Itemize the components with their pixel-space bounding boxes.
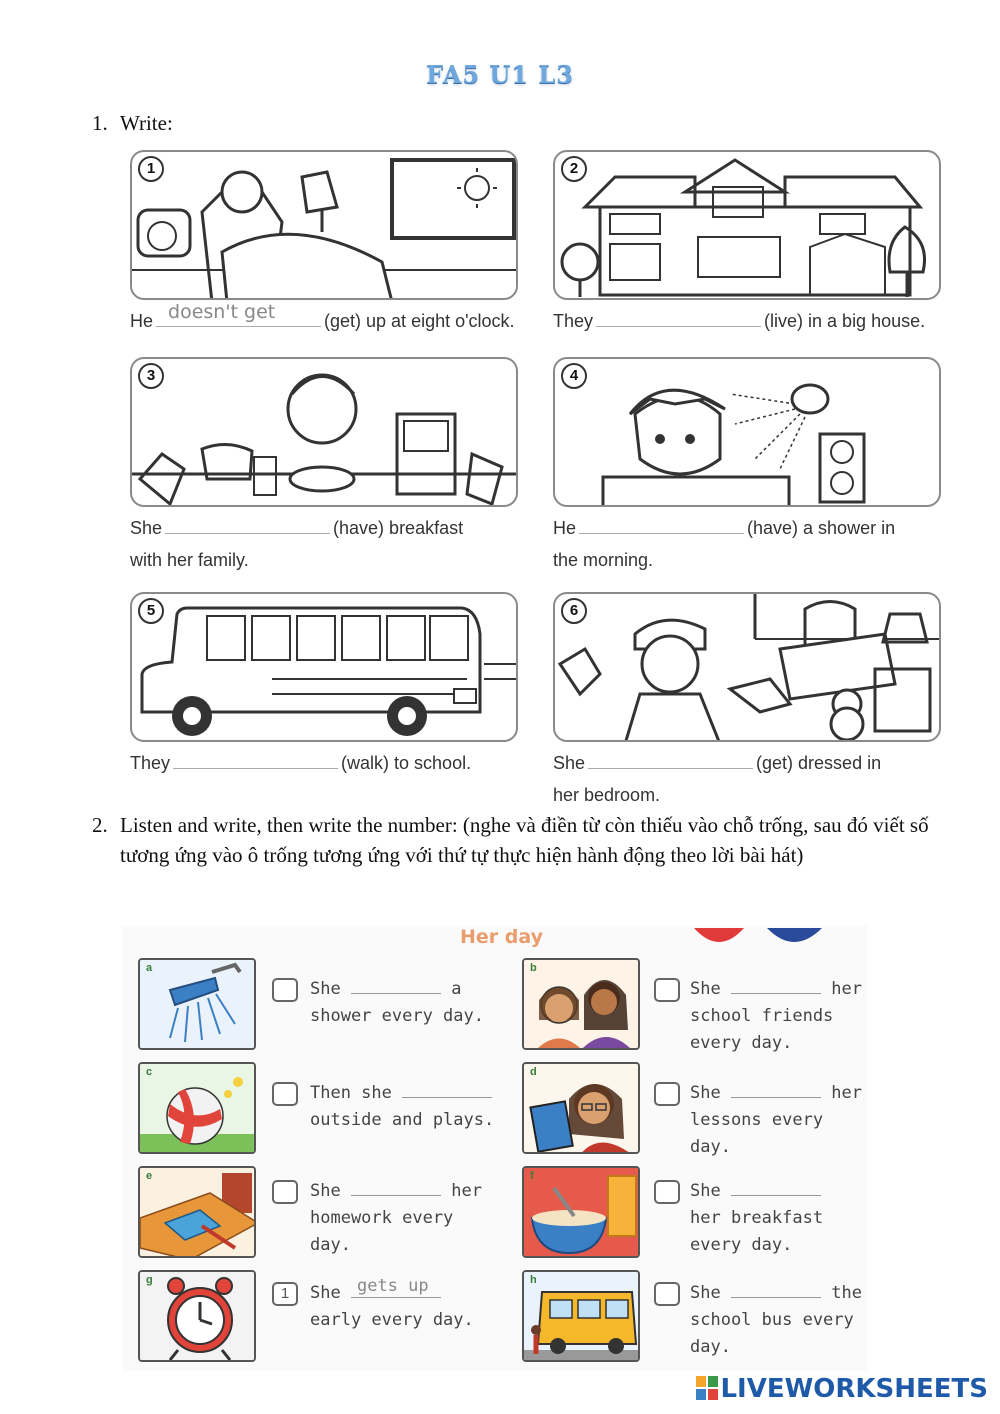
order-checkbox-c[interactable] — [272, 1082, 298, 1106]
sentence-c-start: Then she — [310, 1083, 392, 1103]
question-1-number: 1. — [92, 111, 108, 135]
picture-d — [522, 1062, 640, 1154]
sentence-e-post: her — [451, 1181, 482, 1201]
answer-field-1[interactable] — [156, 301, 321, 327]
girl-eating-breakfast-illustration — [132, 359, 518, 507]
picture-f — [522, 1166, 640, 1258]
sentence-1-rest: (get) up at eight o'clock. — [324, 311, 515, 331]
sentence-6-subject: She — [553, 753, 586, 773]
school-bus-icon — [524, 1272, 640, 1362]
sentence-g-line2: early every day. — [310, 1310, 474, 1330]
sentence-2-subject: They — [553, 311, 594, 331]
order-checkbox-e[interactable] — [272, 1180, 298, 1204]
question-1-text: Write: — [120, 111, 173, 135]
order-checkbox-a[interactable] — [272, 978, 298, 1002]
sentence-g — [310, 1276, 474, 1334]
picture-panel-2 — [553, 150, 941, 300]
order-checkbox-d[interactable] — [654, 1082, 680, 1106]
liveworksheets-logo-icon — [696, 1376, 718, 1400]
picture-panel-1 — [130, 150, 518, 300]
answer-field-6[interactable] — [588, 749, 753, 769]
picture-g — [138, 1270, 256, 1362]
boy-shower-illustration — [555, 359, 941, 507]
sentence-3-subject: She — [130, 518, 163, 538]
order-checkbox-b[interactable] — [654, 978, 680, 1002]
picture-letter: b — [530, 962, 537, 974]
sentence-5-rest: (walk) to school. — [341, 753, 472, 773]
her-day-title: Her day — [460, 926, 543, 948]
picture-e — [138, 1166, 256, 1258]
answer-field-g[interactable] — [351, 1276, 441, 1298]
sentence-3-line2: with her family. — [130, 550, 249, 570]
sentence-b-start: She — [690, 979, 721, 999]
answer-field-3[interactable] — [165, 514, 330, 534]
answer-field-2[interactable] — [596, 307, 761, 327]
sentence-f-start: She — [690, 1181, 721, 1201]
sentence-d-line2: lessons every day. — [690, 1110, 824, 1157]
picture-panel-5 — [130, 592, 518, 742]
liveworksheets-logo-text: LIVEWORKSHEETS — [720, 1374, 988, 1404]
picture-letter: e — [146, 1170, 153, 1182]
picture-letter: g — [146, 1274, 153, 1286]
homework-icon — [140, 1168, 256, 1258]
book-icon — [524, 1064, 640, 1154]
sentence-a-line2: shower every day. — [310, 1006, 484, 1026]
school-bus-illustration — [132, 594, 518, 742]
answer-field-f[interactable] — [731, 1178, 821, 1196]
sentence-4-line2: the morning. — [553, 550, 654, 570]
order-checkbox-f[interactable] — [654, 1180, 680, 1204]
sentence-e — [310, 1178, 482, 1259]
answer-field-a[interactable] — [351, 976, 441, 994]
sentence-e-line3: day. — [310, 1235, 351, 1255]
sentence-f-line2: her breakfast — [690, 1208, 824, 1228]
big-house-illustration — [555, 152, 941, 300]
shower-icon — [140, 960, 256, 1050]
question-2-number: 2. — [92, 813, 108, 837]
girl-getting-dressed-illustration — [555, 594, 941, 742]
answer-g-text: gets up — [356, 1276, 429, 1296]
answer-field-b[interactable] — [731, 976, 821, 994]
picture-h — [522, 1270, 640, 1362]
picture-panel-6 — [553, 592, 941, 742]
decorative-circles — [122, 926, 867, 956]
picture-letter: h — [530, 1274, 537, 1286]
picture-panel-4 — [553, 357, 941, 507]
sentence-h-post: the — [831, 1283, 862, 1303]
sentence-b-line2: school friends — [690, 1006, 834, 1026]
sentence-h — [690, 1280, 862, 1361]
breakfast-icon — [524, 1168, 640, 1258]
sentence-6-line2: her bedroom. — [553, 785, 661, 805]
boy-in-bed-illustration — [132, 152, 518, 300]
sentence-4-subject: He — [553, 518, 577, 538]
sentence-b-line3: every day. — [690, 1033, 793, 1053]
sentence-c — [310, 1080, 494, 1134]
sentence-h-line2: school bus every — [690, 1310, 854, 1330]
her-day-exercise — [122, 926, 867, 1371]
panel-number-badge: 1 — [138, 156, 164, 182]
sentence-a — [310, 976, 484, 1030]
sentence-2 — [553, 305, 925, 337]
picture-letter: d — [530, 1066, 537, 1078]
sentence-2-rest: (live) in a big house. — [764, 311, 926, 331]
picture-letter: c — [146, 1066, 153, 1078]
picture-letter: a — [146, 962, 153, 974]
alarm-clock-icon — [140, 1272, 256, 1362]
question-2-text: Listen and write, then write the number: (nghe và điền từ còn thiếu vào chỗ trống, sau đó viết số tương ứng vào ô trống tương ứng với thứ tự thực hiện hành động theo lời bài hát) — [120, 813, 929, 867]
panel-number-badge: 2 — [561, 156, 587, 182]
sentence-e-start: She — [310, 1181, 341, 1201]
picture-b — [522, 958, 640, 1050]
sentence-d — [690, 1080, 867, 1161]
panel-number-badge: 4 — [561, 363, 587, 389]
order-checkbox-h[interactable] — [654, 1282, 680, 1306]
sentence-f — [690, 1178, 823, 1259]
picture-panel-3 — [130, 357, 518, 507]
sentence-e-line2: homework every — [310, 1208, 454, 1228]
question-1 — [92, 108, 173, 138]
sentence-f-line3: every day. — [690, 1235, 793, 1255]
panel-number-badge: 3 — [138, 363, 164, 389]
order-checkbox-g[interactable]: 1 — [272, 1282, 298, 1306]
sentence-h-line3: day. — [690, 1337, 731, 1357]
answer-1-text: doesn't get — [168, 301, 276, 323]
sentence-c-line2: outside and plays. — [310, 1110, 495, 1130]
sentence-b-post: her — [831, 979, 862, 999]
sentence-g-start: She — [310, 1283, 341, 1303]
picture-c — [138, 1062, 256, 1154]
answer-field-c[interactable] — [402, 1080, 492, 1098]
sentence-5 — [130, 747, 471, 779]
sentence-6 — [553, 747, 881, 811]
sentence-1 — [130, 301, 515, 337]
answer-field-d[interactable] — [731, 1080, 821, 1098]
answer-field-4[interactable] — [579, 514, 744, 534]
sentence-a-start: She — [310, 979, 341, 999]
sentence-6-rest: (get) dressed in — [756, 753, 882, 773]
sentence-3 — [130, 512, 463, 576]
sentence-d-start: She — [690, 1083, 721, 1103]
panel-number-badge: 6 — [561, 598, 587, 624]
sentence-1-subject: He — [130, 311, 154, 331]
sentence-4 — [553, 512, 895, 576]
panel-number-badge: 5 — [138, 598, 164, 624]
ball-icon — [140, 1064, 256, 1154]
sentence-a-post: a — [451, 979, 462, 999]
picture-letter: f — [530, 1170, 534, 1182]
friends-icon — [524, 960, 640, 1050]
answer-field-e[interactable] — [351, 1178, 441, 1196]
sentence-4-rest: (have) a shower in — [747, 518, 896, 538]
liveworksheets-logo — [696, 1374, 988, 1404]
answer-field-h[interactable] — [731, 1280, 821, 1298]
sentence-d-post: her — [831, 1083, 862, 1103]
sentence-b — [690, 976, 862, 1057]
picture-a — [138, 958, 256, 1050]
sentence-5-subject: They — [130, 753, 171, 773]
question-2 — [92, 810, 942, 867]
page-title: FA5 U1 L3 — [426, 60, 574, 89]
sentence-h-start: She — [690, 1283, 721, 1303]
sentence-3-rest: (have) breakfast — [333, 518, 464, 538]
answer-field-5[interactable] — [173, 749, 338, 769]
